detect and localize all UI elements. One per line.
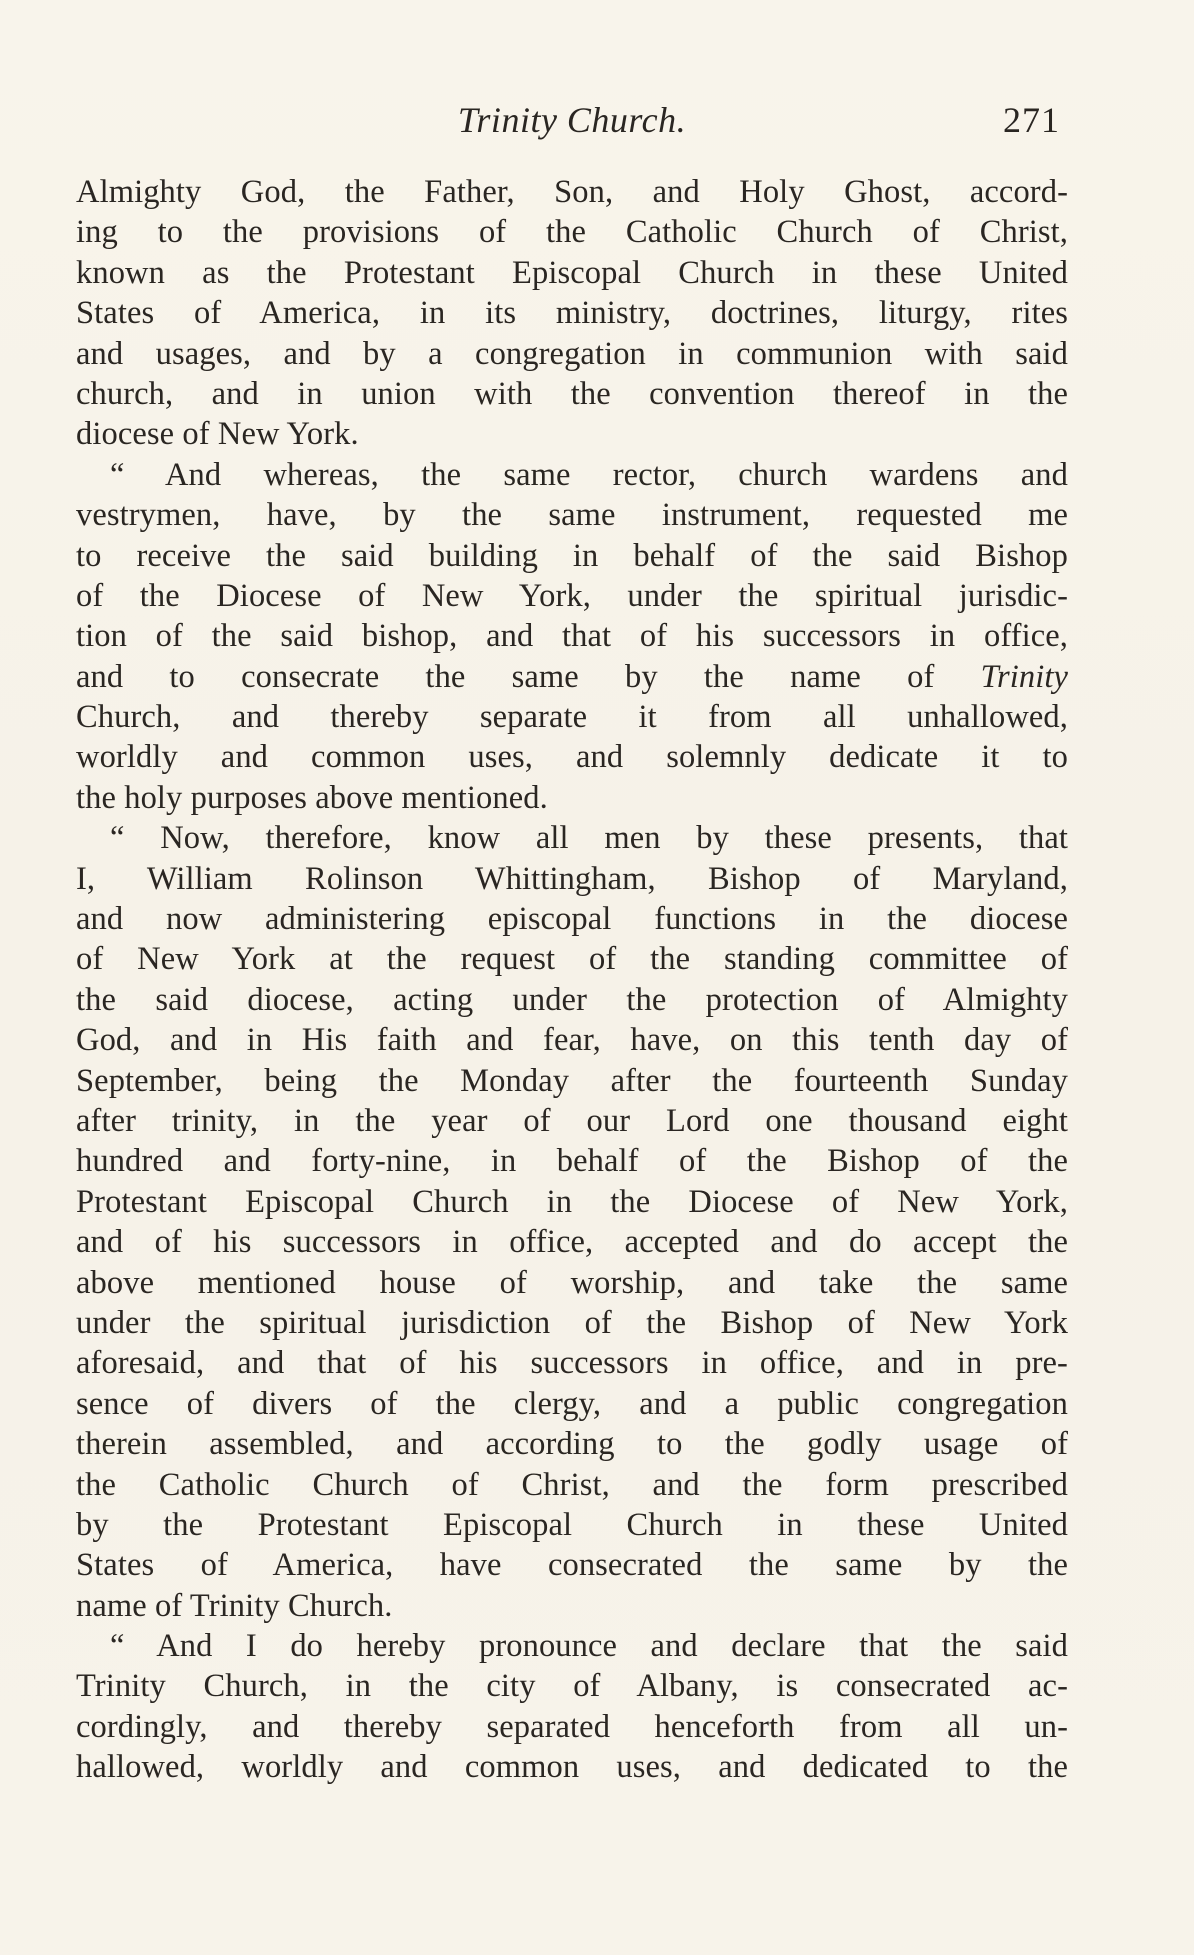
- text-line: worldly and common uses, and solemnly dedicate it to: [76, 739, 1068, 776]
- text-line: “ And whereas, the same rector, church wardens and: [110, 456, 1068, 493]
- text-line: and usages, and by a congregation in communion with said: [76, 335, 1068, 372]
- text-line: aforesaid, and that of his successors in office, and in pre-: [76, 1345, 1068, 1382]
- text-line: and now administering episcopal functions in the diocese: [76, 901, 1068, 938]
- text-line: the Catholic Church of Christ, and the form prescribed: [76, 1466, 1068, 1503]
- text-line: above mentioned house of worship, and take the same: [76, 1264, 1068, 1301]
- text-line: of the Diocese of New York, under the spiritual jurisdic-: [76, 577, 1068, 614]
- text-line: tion of the said bishop, and that of his successors in office,: [76, 618, 1068, 655]
- text-line: “ And I do hereby pronounce and declare that the said: [110, 1628, 1068, 1665]
- text-line: ing to the provisions of the Catholic Church of Christ,: [76, 214, 1068, 251]
- text-line: sence of divers of the clergy, and a public congregation: [76, 1385, 1068, 1422]
- text-line: hallowed, worldly and common uses, and dedicated to the: [76, 1749, 1068, 1786]
- text-line: therein assembled, and according to the godly usage of: [76, 1426, 1068, 1463]
- italic-church-name: Trinity: [980, 658, 1068, 695]
- text-line: vestrymen, have, by the same instrument, requested me: [76, 497, 1068, 534]
- text-line: by the Protestant Episcopal Church in these United: [76, 1506, 1068, 1543]
- text-line: after trinity, in the year of our Lord one thousand eight: [76, 1102, 1068, 1139]
- text-line: the holy purposes above mentioned.: [76, 779, 548, 816]
- text-line: cordingly, and thereby separated henceforth from all un-: [76, 1708, 1068, 1745]
- text-line: to receive the said building in behalf of the said Bishop: [76, 537, 1068, 574]
- text-line-with-italic: [76, 657, 1068, 697]
- running-header: [76, 95, 1068, 145]
- page-number: 271: [1003, 100, 1060, 140]
- text-line-start: and to consecrate the same by the name of: [76, 658, 981, 695]
- text-line: known as the Protestant Episcopal Church in these United: [76, 254, 1068, 291]
- text-line: church, and in union with the convention thereof in the: [76, 375, 1068, 412]
- text-line: Church, and thereby separate it from all unhallowed,: [76, 699, 1068, 736]
- text-line: Almighty God, the Father, Son, and Holy Ghost, accord-: [76, 174, 1068, 210]
- text-line: I, William Rolinson Whittingham, Bishop of Maryland,: [76, 860, 1068, 897]
- text-line: God, and in His faith and fear, have, on this tenth day of: [76, 1022, 1068, 1059]
- text-line: Protestant Episcopal Church in the Diocese of New York,: [76, 1183, 1068, 1220]
- text-line: “ Now, therefore, know all men by these presents, that: [110, 820, 1068, 857]
- text-line: the said diocese, acting under the protection of Almighty: [76, 981, 1068, 1018]
- body-text: [76, 172, 1068, 1788]
- text-line: and of his successors in office, accepted and do accept the: [76, 1224, 1068, 1261]
- text-line: hundred and forty-nine, in behalf of the Bishop of the: [76, 1143, 1068, 1180]
- text-line: States of America, in its ministry, doctrines, liturgy, rites: [76, 295, 1068, 332]
- text-line: September, being the Monday after the fourteenth Sunday: [76, 1062, 1068, 1099]
- text-line: Trinity Church, in the city of Albany, is consecrated ac-: [76, 1668, 1068, 1705]
- text-line: under the spiritual jurisdiction of the Bishop of New York: [76, 1304, 1068, 1341]
- text-line: name of Trinity Church.: [76, 1587, 393, 1624]
- text-line: States of America, have consecrated the same by the: [76, 1547, 1068, 1584]
- text-line: of New York at the request of the standing committee of: [76, 941, 1068, 978]
- running-title: Trinity Church.: [457, 100, 687, 140]
- text-line: diocese of New York.: [76, 416, 359, 453]
